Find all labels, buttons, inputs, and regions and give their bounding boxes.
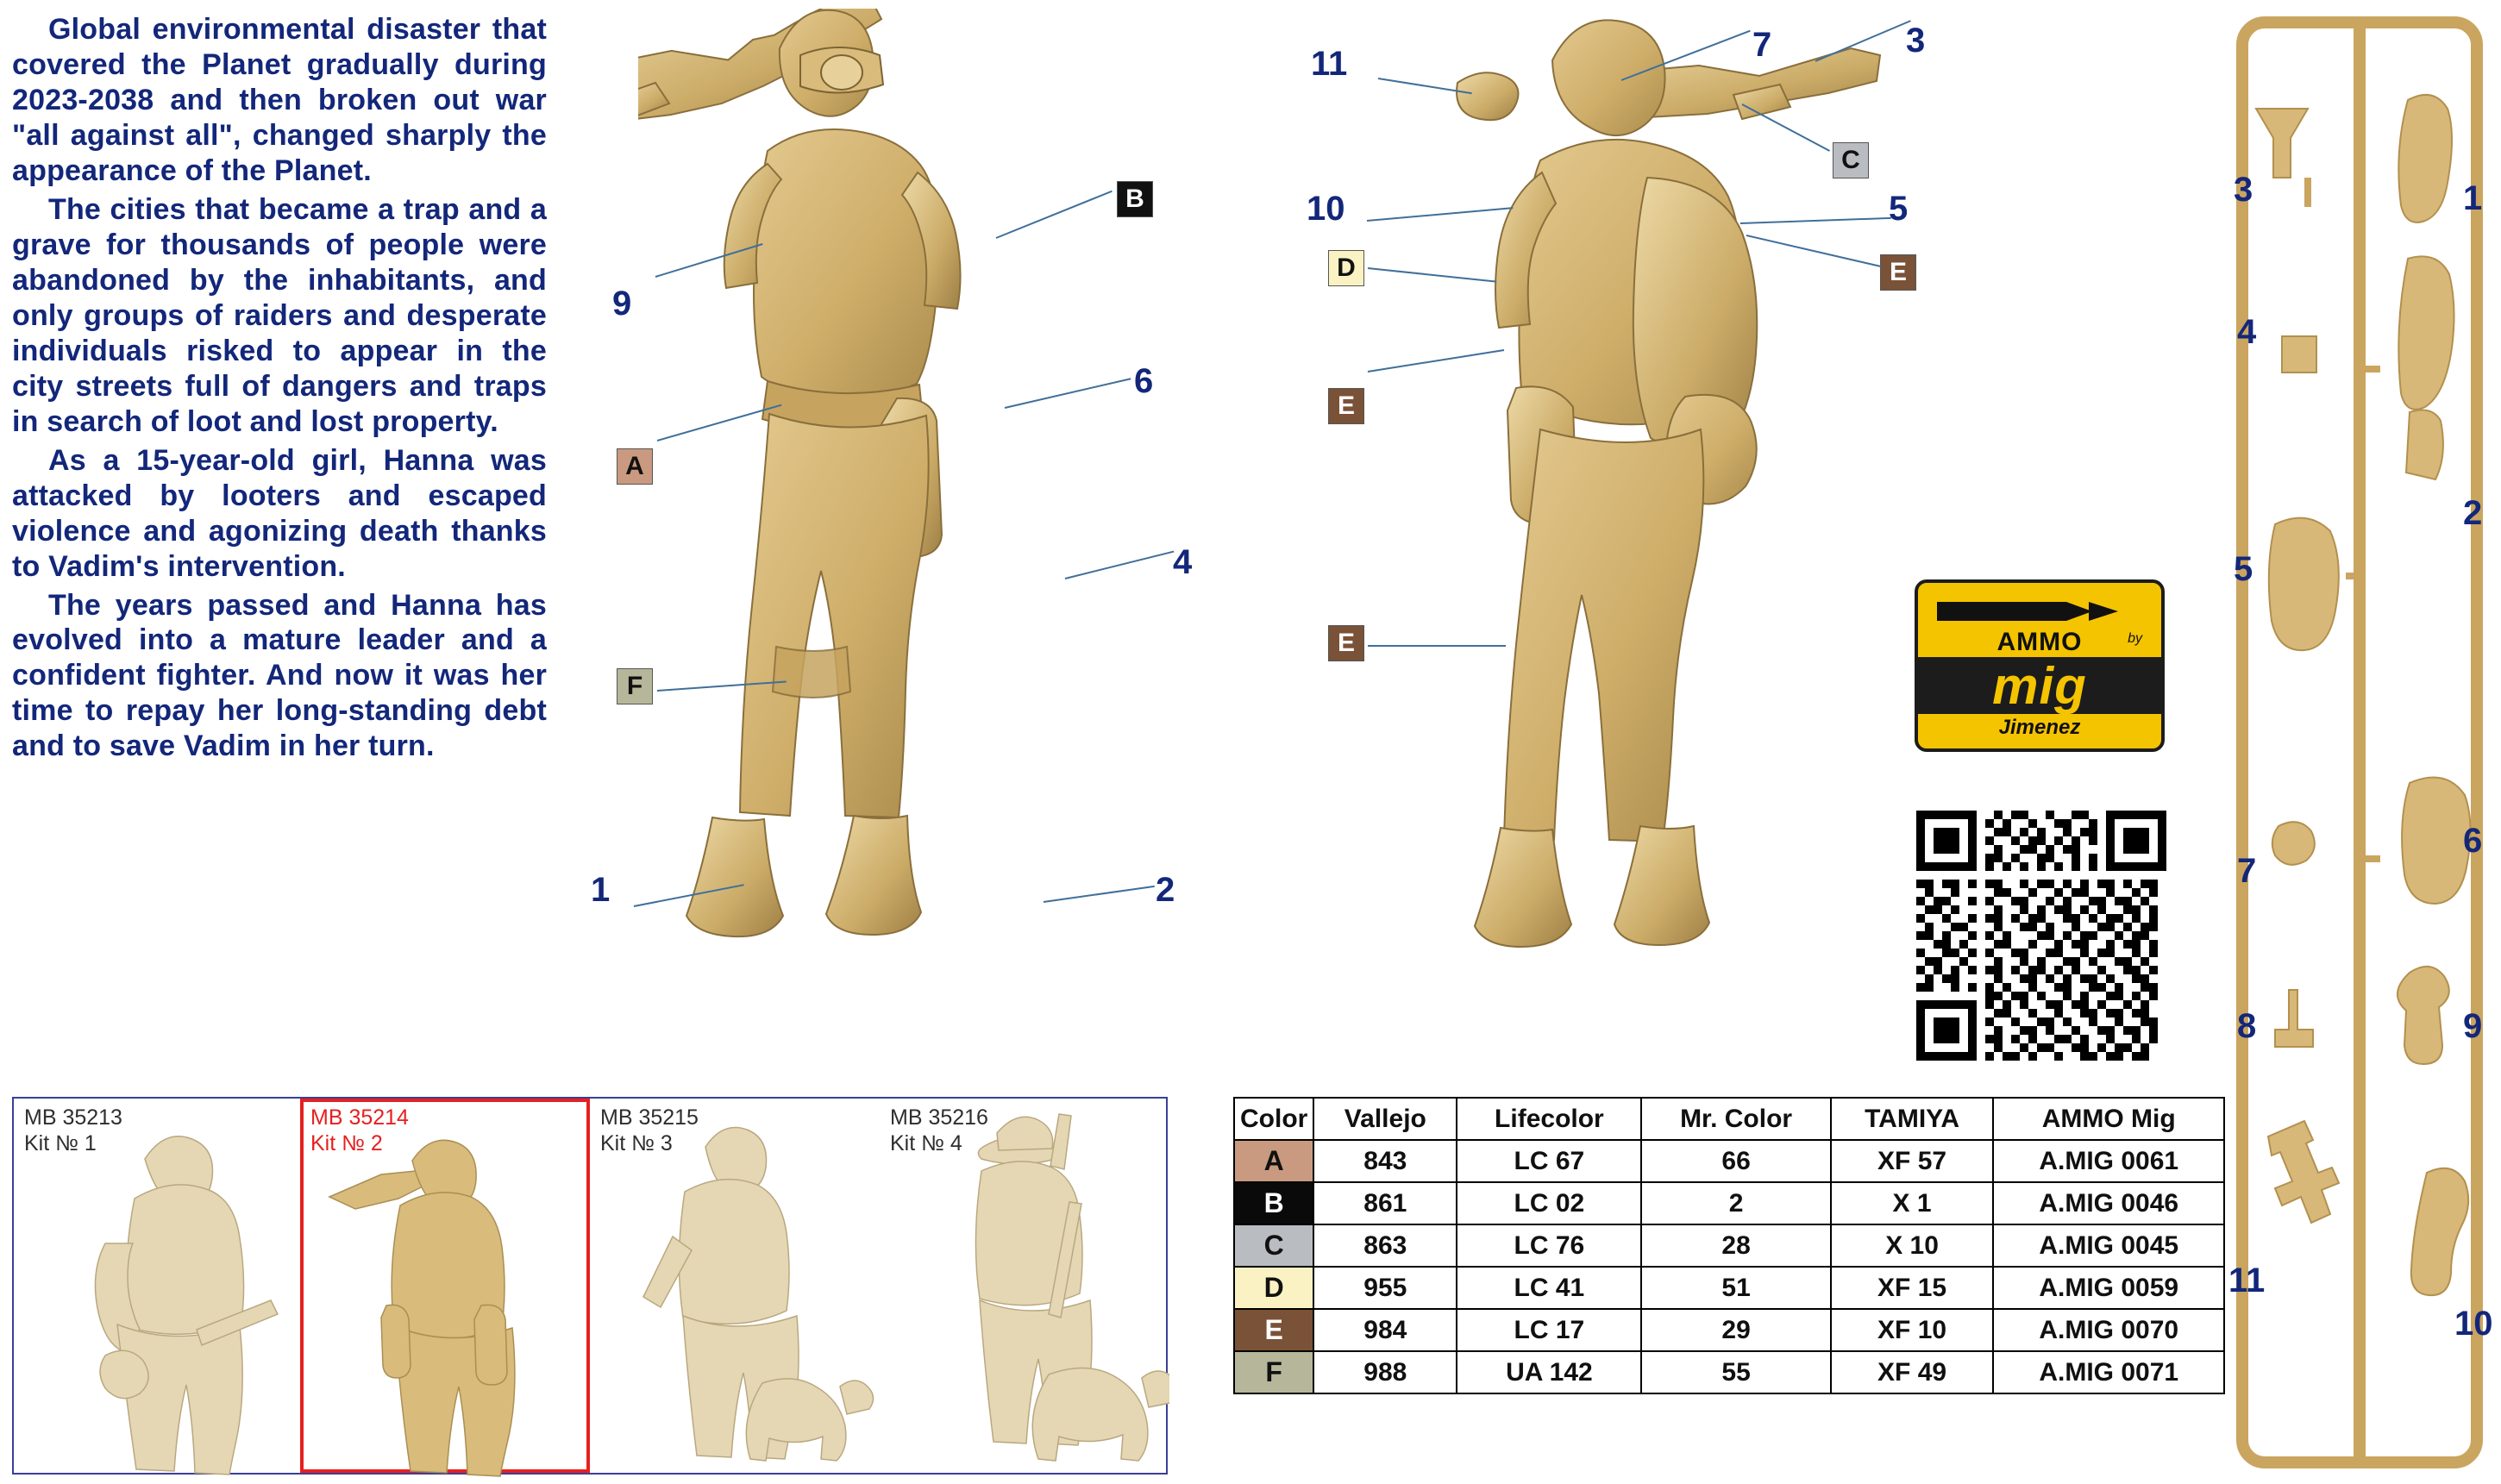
table-header-row (1234, 1098, 2224, 1140)
color-chip-B: B (1117, 181, 1153, 217)
story-paragraph: As a 15-year-old girl, Hanna was attacked by looters and escaped violence and agonizing death thanks to Vadim's intervention. (12, 443, 547, 583)
jimenez-label: Jimenez (1998, 716, 2081, 739)
callout-2: 2 (1156, 871, 1175, 909)
sprue-part-5: 5 (2234, 550, 2253, 588)
cell-lifecolor: UA 142 (1457, 1351, 1641, 1393)
kit-card-3[interactable] (590, 1099, 880, 1473)
cell-mrcolor: 29 (1641, 1309, 1830, 1351)
story-paragraph: The cities that became a trap and a grave for thousands of people were abandoned by the inhabitants, and only groups of raiders and desperate individuals risked to appear in the city streets full of dangers and traps in search of loot and lost property. (12, 192, 547, 438)
sprue-part-4: 4 (2237, 313, 2257, 351)
story-paragraph: Global environmental disaster that covered the Planet gradually during 2023-2038 and then broken out war "all against all", changed sharply the appearance of the Planet. (12, 13, 547, 187)
sprue-part-11: 11 (2228, 1262, 2266, 1299)
color-chip-F: F (617, 668, 653, 704)
cell-tamiya: XF 10 (1831, 1309, 1994, 1351)
cell-tamiya: XF 57 (1831, 1140, 1994, 1182)
callout-7: 7 (1752, 26, 1772, 64)
swatch-A: A (1234, 1140, 1313, 1182)
cell-vallejo: 843 (1313, 1140, 1457, 1182)
cell-ammomig: A.MIG 0061 (1993, 1140, 2224, 1182)
cell-ammomig: A.MIG 0045 (1993, 1224, 2224, 1267)
table-row (1234, 1140, 2224, 1182)
callout-11: 11 (1311, 45, 1348, 83)
kit-card-title (24, 1105, 122, 1156)
kit-card-1[interactable] (14, 1099, 320, 1473)
kit-figure-2 (304, 1102, 593, 1480)
leader-line (1368, 645, 1506, 647)
cell-mrcolor: 28 (1641, 1224, 1830, 1267)
callout-4: 4 (1173, 543, 1193, 581)
sprue-part-3: 3 (2234, 171, 2253, 209)
cell-vallejo: 988 (1313, 1351, 1457, 1393)
ammo-mig-logo (1915, 579, 2165, 752)
kit-code: MB 35216 (890, 1105, 988, 1130)
color-chip-E: E (1328, 388, 1364, 424)
swatch-C: C (1234, 1224, 1313, 1267)
story-text (12, 12, 547, 1073)
cell-vallejo: 955 (1313, 1267, 1457, 1309)
sprue-part-9: 9 (2463, 1007, 2483, 1045)
swatch-B: B (1234, 1182, 1313, 1224)
cell-mrcolor: 2 (1641, 1182, 1830, 1224)
callout-5: 5 (1889, 190, 1909, 228)
color-chip-C: C (1833, 142, 1869, 178)
kit-card-title (890, 1105, 988, 1156)
kit-label: Kit № 1 (24, 1130, 97, 1155)
callout-10: 10 (1307, 190, 1345, 228)
kit-card-title (600, 1105, 699, 1156)
cell-lifecolor: LC 76 (1457, 1224, 1641, 1267)
cell-lifecolor: LC 17 (1457, 1309, 1641, 1351)
sprue-diagram (2225, 7, 2494, 1478)
col-lifecolor: Lifecolor (1457, 1098, 1641, 1140)
mig-wordmark: mig (1918, 657, 2161, 714)
cell-vallejo: 984 (1313, 1309, 1457, 1351)
cell-tamiya: XF 49 (1831, 1351, 1994, 1393)
color-chip-D: D (1328, 250, 1364, 286)
kit-card-4[interactable] (880, 1099, 1169, 1473)
figure-back-view (1307, 9, 1940, 1082)
sprue-part-7: 7 (2237, 852, 2257, 890)
sprue-part-2: 2 (2463, 494, 2483, 532)
col-ammomig: AMMO Mig (1993, 1098, 2224, 1140)
cell-lifecolor: LC 02 (1457, 1182, 1641, 1224)
cell-vallejo: 861 (1313, 1182, 1457, 1224)
color-chip-A: A (617, 448, 653, 485)
cell-tamiya: X 10 (1831, 1224, 1994, 1267)
cell-lifecolor: LC 67 (1457, 1140, 1641, 1182)
kit-label: Kit № 3 (600, 1130, 673, 1155)
col-vallejo: Vallejo (1313, 1098, 1457, 1140)
swatch-D: D (1234, 1267, 1313, 1309)
col-mrcolor: Mr. Color (1641, 1098, 1830, 1140)
cell-tamiya: XF 15 (1831, 1267, 1994, 1309)
cell-mrcolor: 66 (1641, 1140, 1830, 1182)
kit-card-title (310, 1105, 409, 1156)
cell-mrcolor: 55 (1641, 1351, 1830, 1393)
kit-label: Kit № 4 (890, 1130, 962, 1155)
kit-variants-strip (12, 1097, 1168, 1475)
sprue-part-6: 6 (2463, 822, 2483, 860)
table-row (1234, 1224, 2224, 1267)
color-chip-E: E (1880, 254, 1916, 291)
sprue-illustration (2225, 7, 2494, 1478)
cell-ammomig: A.MIG 0071 (1993, 1351, 2224, 1393)
kit-code: MB 35213 (24, 1105, 122, 1130)
kit-card-2[interactable] (300, 1099, 590, 1473)
callout-3: 3 (1906, 22, 1926, 59)
kit-label: Kit № 2 (310, 1130, 383, 1155)
ammo-wordmark: AMMO (1996, 628, 2083, 656)
paint-color-table (1233, 1097, 2225, 1394)
kit-code: MB 35215 (600, 1105, 699, 1130)
bullet-icon (1935, 597, 2125, 626)
qr-code (1916, 811, 2166, 1061)
color-chip-E: E (1328, 625, 1364, 661)
table-row (1234, 1182, 2224, 1224)
cell-ammomig: A.MIG 0059 (1993, 1267, 2224, 1309)
table-row (1234, 1351, 2224, 1393)
cell-ammomig: A.MIG 0046 (1993, 1182, 2224, 1224)
table-row (1234, 1309, 2224, 1351)
figure-front-illustration (638, 9, 1225, 1082)
swatch-F: F (1234, 1351, 1313, 1393)
sprue-part-8: 8 (2237, 1007, 2257, 1045)
col-color: Color (1234, 1098, 1313, 1140)
callout-6: 6 (1134, 362, 1154, 400)
cell-tamiya: X 1 (1831, 1182, 1994, 1224)
kit-code: MB 35214 (310, 1105, 409, 1130)
by-label: by (2128, 631, 2142, 646)
cell-vallejo: 863 (1313, 1224, 1457, 1267)
swatch-E: E (1234, 1309, 1313, 1351)
cell-mrcolor: 51 (1641, 1267, 1830, 1309)
table-row (1234, 1267, 2224, 1309)
figure-front-view (591, 9, 1225, 1082)
callout-1: 1 (591, 871, 611, 909)
cell-ammomig: A.MIG 0070 (1993, 1309, 2224, 1351)
sprue-part-10: 10 (2454, 1305, 2493, 1343)
sprue-part-1: 1 (2463, 179, 2483, 217)
story-paragraph: The years passed and Hanna has evolved into a mature leader and a confident fighter. And now it was her time to repay her long-standing debt and to save Vadim in her turn. (12, 588, 547, 763)
cell-lifecolor: LC 41 (1457, 1267, 1641, 1309)
callout-9: 9 (612, 285, 632, 322)
col-tamiya: TAMIYA (1831, 1098, 1994, 1140)
